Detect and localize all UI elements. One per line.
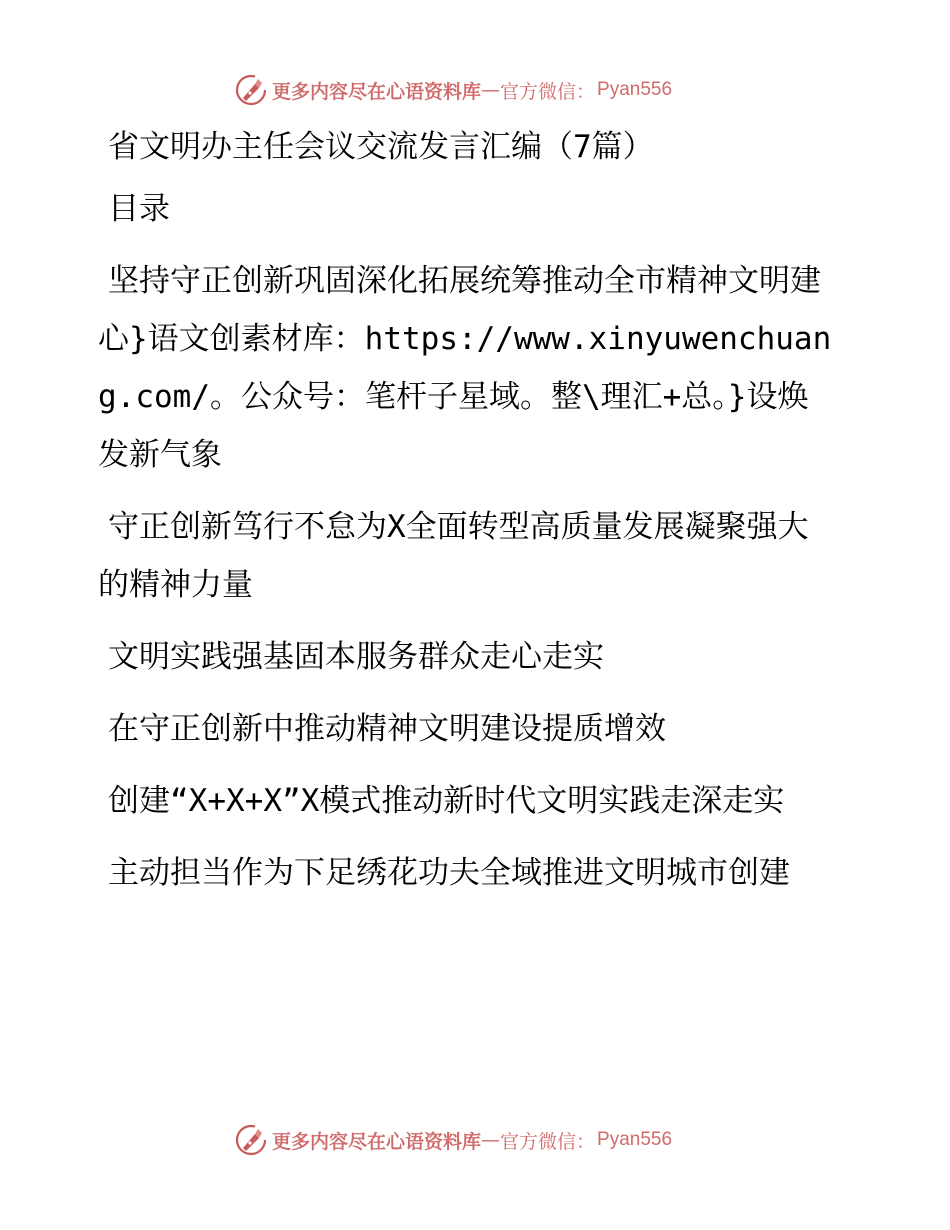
header-watermark-banner (234, 72, 672, 108)
toc-item: 在守正创新中推动精神文明建设提质增效 (108, 711, 666, 747)
footer-wechat-handle: Pyan556 (597, 1129, 673, 1150)
footer-wechat-label: 官方微信： (500, 1130, 596, 1153)
toc-item: 坚持守正创新巩固深化拓展统筹推动全市精神文明建心}语文创素材库：https://www.xinyuwenchuang.com/。公众号：笔杆子星域。整\理汇+总。}设焕发新气象 (98, 263, 832, 473)
toc-item: 守正创新笃行不怠为X全面转型高质量发展凝聚强大的精神力量 (98, 509, 809, 603)
header-wechat-label: 官方微信： (500, 80, 596, 103)
header-separator: — (481, 79, 501, 101)
footer-watermark-banner (234, 1122, 672, 1158)
header-wechat-handle: Pyan556 (597, 79, 673, 100)
toc-item: 文明实践强基固本服务群众走心走实 (108, 639, 604, 675)
toc-heading: 目录 (108, 191, 170, 227)
header-promo-text: 更多内容尽在心语资料库 (272, 80, 482, 103)
pen-nib-logo-icon (234, 1123, 268, 1157)
pen-nib-logo-icon (234, 73, 268, 107)
toc-item: 主动担当作为下足绣花功夫全域推进文明城市创建 (108, 855, 790, 891)
footer-separator: — (481, 1129, 501, 1151)
footer-promo-text: 更多内容尽在心语资料库 (272, 1130, 482, 1153)
toc-item: 创建“X+X+X”X模式推动新时代文明实践走深走实 (108, 783, 785, 819)
document-body (98, 118, 838, 916)
document-title: 省文明办主任会议交流发言汇编（7篇） (108, 129, 654, 165)
